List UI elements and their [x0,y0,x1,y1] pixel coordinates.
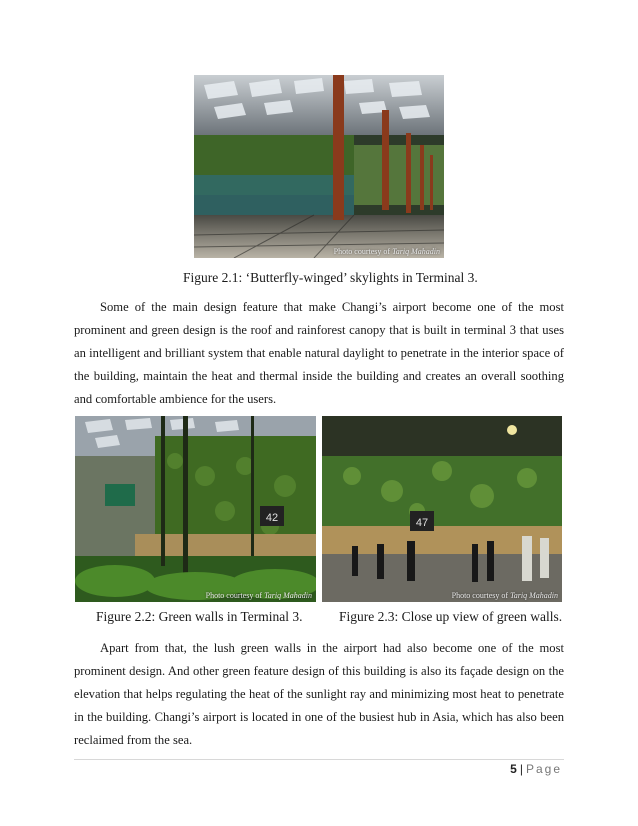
photo-credit: Photo courtesy of Tariq Mahadin [451,591,558,600]
skylight-terminal-image [194,75,444,258]
footer-divider [74,759,564,760]
figure-2-1-caption: Figure 2.1: ‘Butterfly-winged’ skylights in Terminal 3. [183,270,478,285]
photo-credit: Photo courtesy of Tariq Mahadin [333,247,440,256]
green-wall-closeup-image [322,416,562,602]
figure-2-2-photo [75,416,316,602]
figure-2-1-photo [194,75,444,258]
gate-sign: 47 [415,517,429,529]
figure-2-3-caption: Figure 2.3: Close up view of green walls. [339,609,563,624]
gate-sign: 42 [265,512,279,524]
paragraph-1: Some of the main design feature that make Changi’s airport become one of the most prominent and green design is the roof and rainforest canopy that is built in terminal 3 that uses an intelligent and brilliant system that enable natural daylight to penetrate in the interior space of the building, maintain the heat and thermal inside the building and creates an overall soothing and comfortable ambience for the users. [74,300,564,406]
page-number: 5 | Page [510,762,562,776]
photo-credit: Photo courtesy of Tariq Mahadin [205,591,312,600]
paragraph-2: Apart from that, the lush green walls in the airport had also become one of the most prominent design. And other green feature design of this building is also its façade design on the elevation that helps regulating the heat of the sunlight ray and minimizing most heat to penetrate in the building. Changi’s airport is located in one of the busiest hub in Asia, which has also been reclaimed from the sea. [74,641,564,747]
green-wall-image [75,416,316,602]
figure-2-2-caption: Figure 2.2: Green walls in Terminal 3. [96,609,303,624]
figure-2-3-photo [322,416,562,602]
